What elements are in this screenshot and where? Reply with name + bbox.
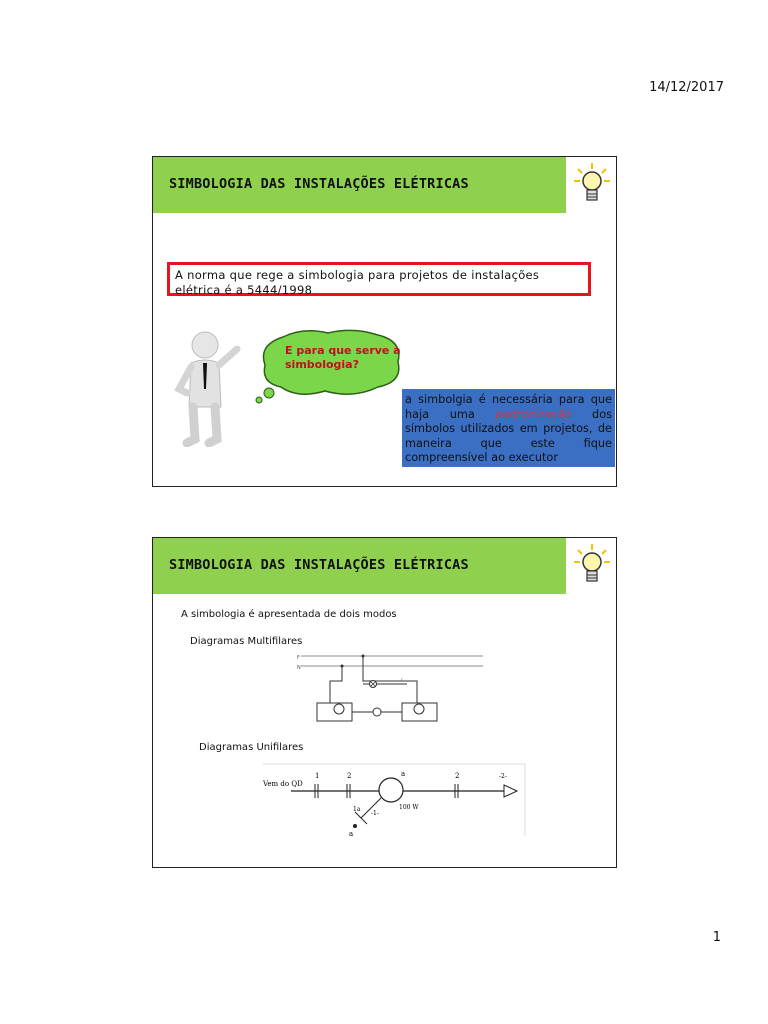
answer-text-start: a simbolgia é necessária para que haja uma (405, 393, 612, 421)
uni-tick-1: 1 (315, 772, 320, 780)
slide-subtitle: A simbologia é apresentada de dois modos (181, 609, 397, 620)
uni-switch-mid: -1- (371, 810, 379, 817)
uni-tick-3: 2 (455, 772, 460, 780)
slide-1 (152, 156, 617, 487)
slide-title: SIMBOLOGIA DAS INSTALAÇÕES ELÉTRICAS (169, 557, 469, 573)
uni-end-label: -2- (499, 773, 507, 780)
uni-switch-letter: a (349, 830, 354, 838)
answer-text-end: dos símbolos utilizados em projetos, de maneira que este fique compreensível ao executor (405, 407, 612, 464)
slide-title: SIMBOLOGIA DAS INSTALAÇÕES ELÉTRICAS (169, 176, 469, 192)
uni-switch-top: 1a (353, 806, 361, 813)
presenter-figure-icon (173, 327, 243, 447)
unifilar-diagram (249, 760, 529, 840)
norm-statement-box: A norma que rege a simbologia para projetos de instalações elétrica é a 5444/1998 (167, 262, 591, 296)
multifilar-diagram (297, 651, 483, 739)
lightbulb-icon (572, 161, 612, 211)
slide-header (153, 538, 566, 594)
answer-highlight: padronização (495, 407, 572, 421)
multi-label-n: N (297, 665, 301, 671)
uni-lamp-letter: a (401, 770, 406, 778)
unifilar-label: Diagramas Unifilares (199, 742, 304, 753)
multi-label-f: F (297, 655, 300, 661)
answer-box (402, 389, 615, 467)
slide-2 (152, 537, 617, 868)
bubble-question: E para que serve a simbologia? (285, 344, 401, 371)
page-date: 14/12/2017 (649, 80, 724, 95)
lightbulb-icon (572, 542, 612, 592)
multifilar-label: Diagramas Multifilares (190, 636, 303, 647)
uni-tick-2: 2 (347, 772, 352, 780)
multi-label-r: r (401, 677, 403, 682)
uni-lamp-power: 100 W (399, 804, 419, 811)
slide-header (153, 157, 566, 213)
page-number: 1 (712, 930, 721, 945)
uni-source-label: Vem do QD (263, 780, 303, 788)
